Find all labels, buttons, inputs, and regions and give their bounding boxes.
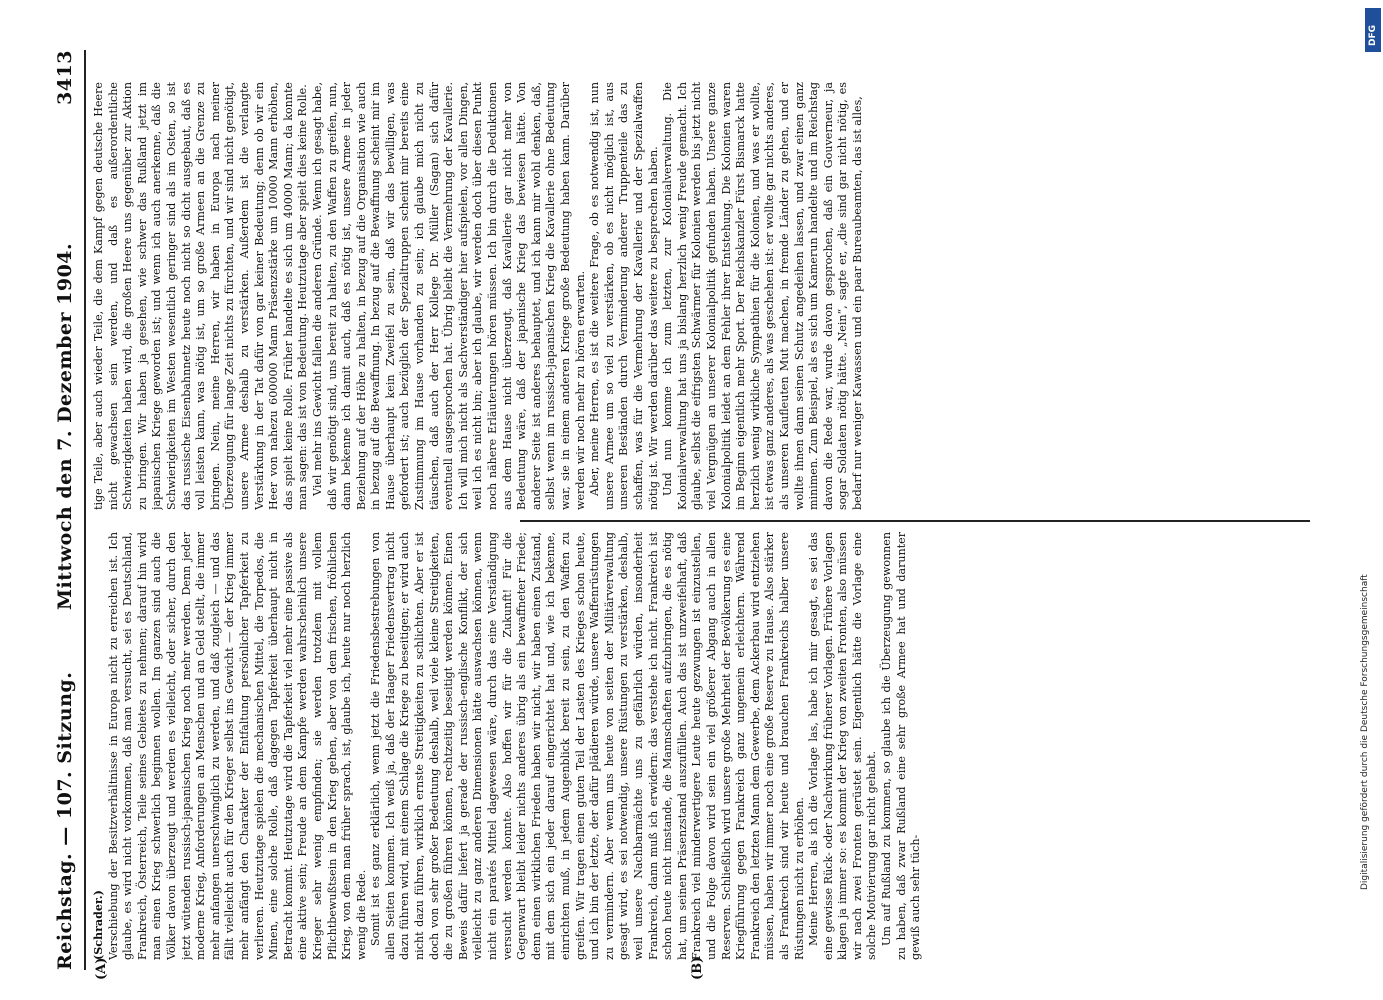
marker-b: (B) bbox=[690, 956, 705, 980]
rotated-page bbox=[50, 40, 1310, 980]
header-left: Reichstag. — 107. Sitzung. bbox=[54, 671, 76, 970]
page-number: 3413 bbox=[54, 50, 76, 105]
paragraph: Meine Herren, als ich die Vorlage las, habe ich mir gesagt, es sei das eine gewisse Rück- oder Nachwirkung früherer Vorlagen. Frühere Vorlagen klagen ja immer so: es kommt der Krieg von zweiten Fronten, also müssen wir nach zwei Fronten gerüstet sein. Eigentlich hätte die Vorlage eine solche Motivierung gar nicht gehabt. bbox=[807, 532, 879, 960]
paragraph: Um auf Rußland zu kommen, so glaube ich die Überzeugung gewonnen zu haben, daß zwar Rußland eine sehr große Armee hat und darunter gewiß auch sehr tüch- bbox=[880, 532, 923, 960]
digitization-credit bbox=[1360, 70, 1376, 890]
left-column bbox=[92, 532, 1302, 960]
paragraph: Viel mehr ins Gewicht fallen die anderen Gründe. Wenn ich gesagt habe, daß wir genötigt sind, uns bereit zu halten, zu den Waffen zu greifen, nun, dann bekenne ich damit auch, daß es nötig ist, unsere Armee in jeder Beziehung auf der Höhe zu halten, in bezug auf die Organisation wie auch in bezug auf die Bewaffnung. In bezug auf die Bewaffnung scheint mir im Hause überhaupt kein Zweifel zu sein, daß wir das bewilligen, was gefordert ist; auch bezüglich der Spezialtruppen scheint mir bereits eine Zustimmung im Hause vorhanden zu sein; ich glaube mich nicht zu täuschen, daß auch der Herr Kollege Dr. Müller (Sagan) sich dafür eventuell ausgesprochen hat. Übrig bleibt die Vermehrung der Kavallerie. Ich will mich nicht als Sachverständiger hier aufspielen, vor allen Dingen, weil ich es nicht bin; aber ich glaube, wir werden doch über diesen Punkt noch nähere Erläuterungen hören müssen. Ich bin durch die Deduktionen aus dem Hause nicht überzeugt, daß Kavallerie gar nicht mehr von Bedeutung wäre, daß der japanische Krieg das bewiesen hätte. Von anderer Seite ist anderes behauptet, und ich kann mir wohl denken, daß, selbst wenn im russisch-japanischen Krieg die Kavallerie ohne Bedeutung war, sie in einem anderen Kriege große Bedeutung haben kann. Darüber werden wir noch mehr zu hören erwarten. bbox=[310, 82, 587, 510]
marker-a: (A) bbox=[94, 957, 109, 980]
paragraph: Und nun komme ich zum letzten, zur Kolonialverwaltung. Die Kolonialverwaltung hat uns ja bislang herzlich wenig Freude gemacht. Ich glaube, selbst die eifrigsten Schwärmer für Kolonien werden bis jetzt nicht viel Vergnügen an unserer Kolonialpolitik gefunden haben. Unsere ganze Kolonialpolitik leidet an dem Fehler ihrer Entstehung. Die Kolonien waren im Beginn eigentlich mehr Sport. Der Reichskanzler Fürst Bismarck hatte herzlich wenig wirkliche Sympathien für die Kolonien, und was er wollte, ist etwas ganz anderes, als was geschehen ist: er wollte gar nichts anderes, als unseren Kaufleuten Mut machen, in fremde Länder zu gehen, und er wollte ihnen dann seinen Schutz angedeihen lassen, und zwar einen ganz minimen. Zum Beispiel, als es sich um Kamerun handelte und im Reichstag davon die Rede war, wurde davon gesprochen, daß ein Gouverneur, ja sogar Soldaten nötig hätte. „Nein“, sagte er, „die sind gar nicht nötig, es bedarf nur weniger Kawassen und ein paar Bureaubeamten, das ist alles, bbox=[661, 82, 864, 510]
page-header bbox=[54, 50, 84, 970]
paragraph: tige Teile, aber auch wieder Teile, die dem Kampf gegen deutsche Heere nicht gewachsen sein werden, und daß es außerordentliche Schwierigkeiten haben wird, die großen Heere uns gegenüber zur Aktion zu bringen. Wir haben ja gesehen, wie schwer das Rußland jetzt im japanischen Kriege geworden ist; und wenn ich auch anerkenne, daß die Schwierigkeiten im Westen wesentlich geringer sind als im Osten, so ist das russische Eisenbahnnetz heute noch nicht so dicht ausgebaut, daß es voll leisten kann, was nötig ist, um so große Armeen an die Grenze zu bringen. Nein, meine Herren, wir haben in Europa nach meiner Überzeugung für lange Zeit nichts zu fürchten, und wir sind nicht genötigt, unsere Armee deshalb zu verstärken. Außerdem ist die verlangte Verstärkung in der Tat dafür von gar keiner Bedeutung; denn ob wir ein Heer von nahezu 600000 Mann Präsenzstärke um 10000 Mann erhöhen, das spielt keine Rolle. Früher handelte es sich um 40000 Mann; da konnte man sagen: das ist von Bedeutung. Heutzutage aber spielt dies keine Rolle. bbox=[92, 82, 310, 510]
speaker-label: (Schrader.) bbox=[92, 890, 105, 960]
paragraph: Somit ist es ganz erklärlich, wenn jetzt die Friedensbestrebungen von allen Seiten kommen. Ich weiß ja, daß der Haager Friedensvertrag nicht dazu führen wird, mit einem Schlage die Kriege zu beseitigen; er wird auch nicht dazu führen, wirklich ernste Streitigkeiten zu schlichten. Aber er ist doch von sehr großer Bedeutung deshalb, weil viele kleine Streitigkeiten, die zu großen führen können, rechtzeitig beseitigt werden können. Einen Beweis dafür liefert ja gerade der russisch-englische Konflikt, der sich vielleicht zu ganz anderen Dimensionen hätte auswachsen können, wenn nicht ein paratés Mittel dagewesen wäre, durch das eine Verständigung versucht werden konnte. Also hoffen wir für die Zukunft! Für die Gegenwart bleibt leider nichts anderes übrig als ein bewaffneter Friede; denn einen wirklichen Frieden haben wir nicht, wir haben einen Zustand, mit dem sich ein jeder darauf eingerichtet hat und, wie ich bekenne, einrichten muß, in jedem Augenblick bereit zu sein, zu den Waffen zu greifen. Wir tragen einen guten Teil der Lasten des Krieges schon heute, und ich bin der letzte, der dafür plädieren würde, unsere Waffenrüstungen zu vermindern. Aber wenn uns heute von seiten der Militärverwaltung gesagt wird, es sei notwendig, unsere Rüstungen zu verstärken, deshalb, weil unsere Nachbarmächte uns zu gefährlich würden, insonderheit Frankreich, dann muß ich erwidern: das verstehe ich nicht. Frankreich ist schon heute nicht imstande, die Mannschaften aufzubringen, die es nötig hat, um seinen Präsenzstand auszufüllen. Auch das ist unzweifelhaft, daß Frankreich viel minderwertigere Leute heute gezwungen ist einzustellen, und die Folge davon wird sein ein viel größerer Abgang auch in allen Reserven. Schließlich wird unsere große Mehrheit der Bevölkerung es eine Kriegführung gegen Frankreich ganz ungemein erleichtern. Während Frankreich den letzten Mann dem Gewerbe, dem Ackerbau wird entziehen müssen, haben wir immer noch eine große Reserve zu Hause. Also stärker als Frankreich sind wir heute und brauchen Frankreichs halber unsere Rüstungen nicht zu erhöhen. bbox=[369, 532, 806, 960]
header-date: Mittwoch den 7. Dezember 1904. bbox=[54, 242, 76, 610]
paragraph: Verschiebung der Besitzverhältnisse in Europa nicht zu erreichen ist. Ich glaube, es wird nicht vorkommen, daß man versucht, sei es Deutschland, Frankreich, Österreich, Teile seines Gebietes zu nehmen; darauf hin wird man einen Krieg schwerlich beginnen wollen. Im ganzen sind auch die Völker davon überzeugt und werden es vielleicht, oder sicher, durch den jetzt wütenden russisch-japanischen Krieg noch mehr werden. Denn jeder moderne Krieg, Anforderungen an Menschen und an Geld stellt, die immer mehr anfangen unerschwinglich zu werden, und daß zugleich — und das fällt vielleicht auch für den Krieger selbst ins Gewicht — der Krieg immer mehr anfängt den Charakter der Entfaltung persönlicher Tapferkeit zu verlieren. Heutzutage spielen die mechanischen Mittel, die Torpedos, die Minen, eine solche Rolle, daß dagegen Tapferkeit überhaupt nicht in Betracht kommt. Heutzutage wird die Tapferkeit viel mehr eine passive als eine aktive sein; Freude an dem Kampfe werden wahrscheinlich unsere Krieger sehr wenig empfinden; sie werden trotzdem mit vollem Pflichtbewußtsein in den Krieg gehen, aber von dem frischen, fröhlichen Krieg, von dem man früher sprach, ist, glaube ich, heute nur noch herzlich wenig die Rede. bbox=[106, 532, 368, 960]
column-divider bbox=[520, 520, 1310, 522]
paragraph: Aber, meine Herren, es ist die weitere Frage, ob es notwendig ist, nun unsere Armee um so viel zu verstärken, ob es nicht möglich ist, aus unseren Beständen durch Verminderung anderer Truppenteile das zu schaffen, was für die Vermehrung der Kavallerie und der Spezialwaffen nötig ist. Wir werden darüber das weitere zu besprechen haben. bbox=[588, 82, 660, 510]
right-column bbox=[92, 82, 1302, 510]
dfg-logo: DFG bbox=[1365, 8, 1381, 52]
header-rule bbox=[84, 50, 86, 970]
digitization-text: Digitalisierung gefördert durch die Deutsche Forschungsgemeinschaft bbox=[1360, 574, 1370, 890]
